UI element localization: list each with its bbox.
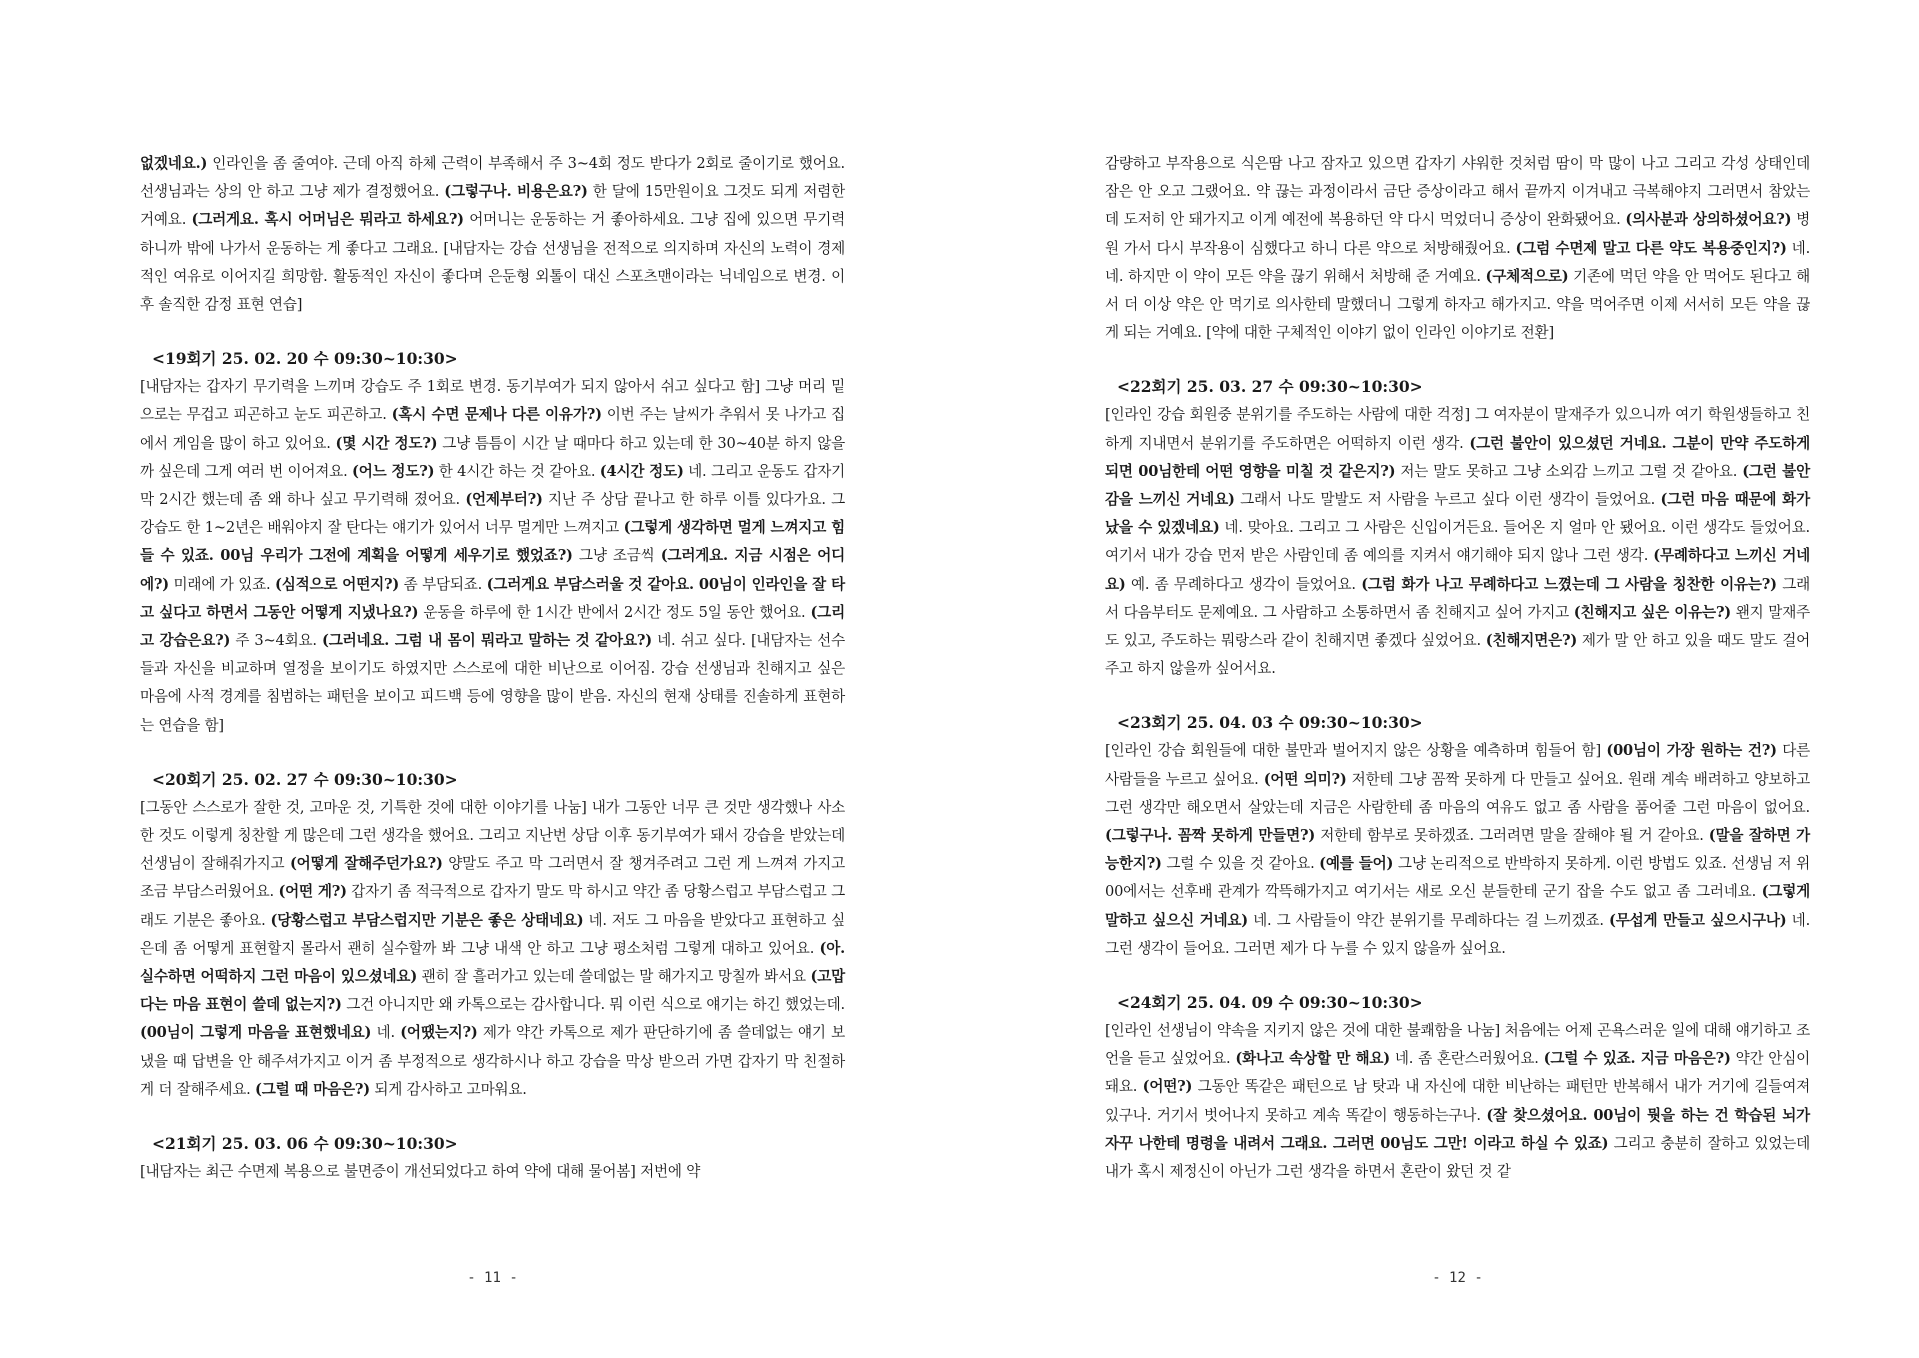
client-text: 기존에 먹던 약을 안 먹어도 된다고 해서 더 이상 약은 안 먹기로 의사한테 말했더니 그렇게 하자고 해가지고. 약을 먹어주면 이제 서서히 모든 약을 끊게 되는 거예요. [약에 대한 구체적인 이야기 없이 인라인 이야기로 전환] bbox=[1105, 267, 1810, 342]
session-paragraph bbox=[140, 1158, 845, 1186]
client-text: 인라인을 좀 줄여야. 근데 아직 하체 근력이 부족해서 주 3~4회 정도 받다가 2회로 줄이기로 했어요. 선생님과는 상의 안 하고 그냥 제가 결정했어요. bbox=[140, 155, 845, 201]
session-header: <19회기 25. 02. 20 수 09:30~10:30> bbox=[152, 349, 458, 369]
counselor-remark: (그러게요. 지금 시점은 어디에?) bbox=[140, 547, 846, 593]
page-number: - 11 - bbox=[467, 1270, 518, 1286]
client-text: [인라인 강습 회원중 분위기를 주도하는 사람에 대한 걱정] 그 여자분이 말재주가 있으니까 여기 학원생들하고 친하게 지내면서 분위기를 주도하면은 어떡하지 이런 생각. bbox=[1105, 406, 1810, 452]
client-text: 왠지 말재주도 있고, 주도하는 뭐랑스라 같이 친해지면 좋겠다 싶었어요. bbox=[1105, 603, 1810, 650]
counselor-remark: (언제부터?) bbox=[465, 491, 543, 509]
page-body bbox=[1105, 150, 1810, 1186]
client-text: 괜히 잘 흘러가고 있는데 쓸데없는 말 해가지고 망칠까 봐서요 bbox=[417, 968, 811, 986]
counselor-remark: (그렇게 말하고 싶으신 거네요) bbox=[1105, 883, 1810, 929]
counselor-remark: (예를 들어) bbox=[1319, 855, 1394, 873]
client-text: 한 달에 15만원이요 그것도 되게 저렴한 거예요. bbox=[140, 183, 845, 229]
counselor-remark: (아. 실수하면 어떡하지 그런 마음이 있으셨네요) bbox=[140, 939, 845, 986]
client-text: 네. 네. 하지만 이 약이 모든 약을 끊기 위해서 처방해 준 거예요. bbox=[1105, 239, 1811, 285]
client-text: 그냥 틈틈이 시간 날 때마다 하고 있는데 한 30~40분 하지 않을까 싶은데 그게 여러 번 이어져요. bbox=[140, 434, 845, 480]
counselor-remark: (그럴 수 있죠. 지금 마음은?) bbox=[1543, 1050, 1731, 1068]
counselor-remark: (그렇게 생각하면 멀게 느껴지고 힘들 수 있죠. 00님 우리가 그전에 계획을 어떻게 세우기로 했었죠?) bbox=[140, 519, 846, 565]
session-paragraph bbox=[1105, 737, 1810, 963]
client-text: 그래서 다음부터도 문제예요. 그 사람하고 소통하면서 좀 친해지고 싶어 가지고 bbox=[1105, 575, 1810, 621]
session-paragraph bbox=[140, 150, 845, 319]
client-text: 예. 좀 무례하다고 생각이 들었어요. bbox=[1125, 575, 1362, 593]
client-text: 어머니는 운동하는 거 좋아하세요. 그냥 집에 있으면 무기력하니까 밖에 나가서 운동하는 게 좋다고 그래요. [내담자는 강습 선생님을 전적으로 의지하며 자신의 노력이 경제적인 여유로 이어지길 희망함. 활동적인 자신이 좋다며 은둔형 외톨이 대신 스포츠맨이라는 닉네임으로 변경. 이후 솔직한 감정 표현 연습] bbox=[140, 211, 845, 314]
client-text: [인라인 강습 회원들에 대한 불만과 벌어지지 않은 상황을 예측하며 힘들어 함] bbox=[1105, 742, 1607, 760]
counselor-remark: (친해지면은?) bbox=[1485, 632, 1578, 650]
client-text: 네. bbox=[371, 1024, 401, 1042]
client-text: 병원 가서 다시 부작용이 심했다고 하니 다른 약으로 처방해줬어요. bbox=[1105, 211, 1810, 257]
session-header: <20회기 25. 02. 27 수 09:30~10:30> bbox=[152, 769, 458, 789]
counselor-remark: (어떤?) bbox=[1142, 1078, 1193, 1096]
counselor-remark: 없겠네요.) bbox=[140, 155, 208, 172]
client-text: 그냥 조금씩 bbox=[572, 547, 661, 565]
counselor-remark: (구체적으로) bbox=[1485, 267, 1569, 285]
client-text: 네. 그런 생각이 들어요. 그러면 제가 다 누를 수 있지 않을까 싶어요. bbox=[1105, 911, 1811, 957]
client-text: 네. 저도 그 마음을 받았다고 표현하고 싶은데 좀 어떻게 표현할지 몰라서 괜히 실수할까 봐 그냥 내색 안 하고 그냥 평소처럼 그렇게 대하고 있어요. bbox=[140, 911, 846, 957]
session-header: <21회기 25. 03. 06 수 09:30~10:30> bbox=[152, 1134, 458, 1154]
client-text: [인라인 선생님이 약속을 지키지 않은 것에 대한 불쾌함을 나눔] 처음에는 어제 곤욕스러운 일에 대해 얘기하고 조언을 듣고 싶었어요. bbox=[1105, 1022, 1810, 1068]
session-paragraph bbox=[1105, 1017, 1810, 1186]
session-paragraph bbox=[140, 794, 845, 1104]
client-text: 네. 그리고 운동도 갑자기 막 2시간 했는데 좀 왜 하나 싶고 무기력해 졌어요. bbox=[140, 462, 846, 509]
counselor-remark: (그럼 수면제 말고 다른 약도 복용중인지?) bbox=[1515, 239, 1787, 257]
client-text: 제가 말 안 하고 있을 때도 말도 걸어주고 하지 않을까 싶어서요. bbox=[1105, 632, 1810, 678]
counselor-remark: (그러게요. 혹시 어머님은 뭐라고 하세요?) bbox=[191, 211, 464, 229]
client-text: 네. 쉬고 싶다. [내담자는 선수들과 자신을 비교하며 열정을 보이기도 하였지만 스스로에 대한 비난으로 이어짐. 강습 선생님과 친해지고 싶은 마음에 사적 경계를 침범하는 패턴을 보이고 피드백 등에 영향을 많이 받음. 자신의 현재 상태를 진솔하게 표현하는 연습을 함] bbox=[140, 632, 845, 734]
client-text: 그냥 논리적으로 반박하지 못하게. 이런 방법도 있죠. 선생님 저 위00에서는 선후배 관계가 깍뜩해가지고 여기서는 새로 오신 분들한테 군기 잡을 수도 없고 좀 그러네요. bbox=[1105, 855, 1810, 901]
session-paragraph bbox=[140, 373, 845, 740]
counselor-remark: (잘 찾으셨어요. 00님이 뭣을 하는 건 학습된 뇌가 자꾸 나한테 명령을 내려서 그래요. 그러면 00님도 그만! 이라고 하실 수 있죠) bbox=[1105, 1106, 1810, 1152]
counselor-remark: (그렇구나. 꼼짝 못하게 만들면?) bbox=[1105, 827, 1316, 845]
client-text: [내담자는 갑자기 무기력을 느끼며 강습도 주 1회로 변경. 동기부여가 되지 않아서 쉬고 싶다고 함] 그냥 머리 밑으로는 무겁고 피곤하고 눈도 피곤하고. bbox=[140, 378, 845, 424]
client-text: 저한테 함부로 못하겠죠. 그러려면 말을 잘해야 될 거 같아요. bbox=[1315, 827, 1709, 845]
counselor-remark: (무례하다고 느끼신 거네요) bbox=[1105, 547, 1810, 593]
client-text: 양말도 주고 막 그러면서 잘 챙겨주려고 그런 게 느껴져 가지고 조금 부담스러웠어요. bbox=[140, 855, 845, 901]
session-paragraph bbox=[1105, 401, 1810, 683]
client-text: [내담자는 최근 수면제 복용으로 불면증이 개선되었다고 하여 약에 대해 물어봄] 저번에 약 bbox=[140, 1163, 701, 1181]
counselor-remark: (00님이 가장 원하는 건?) bbox=[1606, 742, 1777, 760]
client-text: 이번 주는 날씨가 추워서 못 나가고 집에서 게임을 많이 하고 있어요. bbox=[140, 406, 845, 452]
counselor-remark: (어땠는지?) bbox=[400, 1024, 478, 1042]
counselor-remark: (화나고 속상할 만 해요) bbox=[1235, 1050, 1390, 1068]
client-text: 갑자기 좀 적극적으로 갑자기 말도 막 하시고 약간 좀 당황스럽고 부담스럽고 그래도 기분은 좋아요. bbox=[140, 883, 845, 929]
client-text: 한 4시간 하는 것 같아요. bbox=[434, 462, 600, 480]
client-text: 주 3~4회요. bbox=[230, 632, 322, 650]
counselor-remark: (친해지고 싶은 이유는?) bbox=[1573, 603, 1732, 621]
client-text: 그건 아니지만 왜 카톡으로는 감사합니다. 뭐 이런 식으로 얘기는 하긴 했었는데. bbox=[341, 996, 845, 1014]
counselor-remark: (몇 시간 정도?) bbox=[335, 434, 438, 452]
client-text: 그럴 수 있을 것 같아요. bbox=[1161, 855, 1320, 873]
session-header: <23회기 25. 04. 03 수 09:30~10:30> bbox=[1117, 713, 1423, 733]
counselor-remark: (그런 불안이 있으셨던 거네요. 그분이 만약 주도하게 되면 00님한테 어떤 영향을 미칠 것 같은지?) bbox=[1105, 434, 1810, 480]
counselor-remark: (무섭게 만들고 싶으시구나) bbox=[1609, 911, 1787, 929]
document-page-right bbox=[1105, 150, 1810, 1300]
session-header: <24회기 25. 04. 09 수 09:30~10:30> bbox=[1117, 993, 1423, 1013]
counselor-remark: (그리고 강습은요?) bbox=[140, 603, 845, 650]
counselor-remark: (그럼 화가 나고 무례하다고 느꼈는데 그 사람을 칭찬한 이유는?) bbox=[1361, 575, 1777, 593]
page-number: - 12 - bbox=[1432, 1270, 1483, 1286]
client-text: 그리고 충분히 잘하고 있었는데 내가 혹시 제정신이 아닌가 그런 생각을 하면서 혼란이 왔던 것 같 bbox=[1105, 1134, 1810, 1181]
client-text: 그동안 똑같은 패턴으로 남 탓과 내 자신에 대한 비난하는 패턴만 반복해서 내가 거기에 길들여져 있구나. 거기서 벗어나지 못하고 계속 똑같이 행동하는구나. bbox=[1105, 1078, 1810, 1124]
client-text: 다른 사람들을 누르고 싶어요. bbox=[1105, 742, 1810, 788]
counselor-remark: (심적으로 어떤지?) bbox=[275, 575, 400, 593]
counselor-remark: (의사분과 상의하셨어요?) bbox=[1625, 211, 1792, 229]
counselor-remark: (어느 정도?) bbox=[352, 462, 435, 480]
counselor-remark: (00님이 그렇게 마음을 표현했네요) bbox=[140, 1024, 372, 1042]
counselor-remark: (어떤 의미?) bbox=[1263, 770, 1347, 788]
counselor-remark: (그런 마음 때문에 화가 났을 수 있겠네요) bbox=[1105, 491, 1810, 537]
client-text: 약간 안심이 돼요. bbox=[1105, 1050, 1810, 1096]
client-text: 그래서 나도 말발도 저 사람을 누르고 싶다 이런 생각이 들었어요. bbox=[1234, 491, 1661, 509]
client-text: 네. 맞아요. 그리고 그 사람은 신입이거든요. 들어온 지 얼마 안 됐어요. 이런 생각도 들었어요. 여기서 내가 강습 먼저 받은 사람인데 좀 예의를 지켜서 얘기해야 되지 않나 그런 생각. bbox=[1105, 519, 1810, 565]
counselor-remark: (4시간 정도) bbox=[599, 462, 684, 480]
counselor-remark: (혹시 수면 문제나 다른 이유가?) bbox=[391, 406, 602, 424]
counselor-remark: (그렇구나. 비용은요?) bbox=[444, 183, 588, 201]
client-text: 네. 그 사람들이 약간 분위기를 무례하다는 걸 느끼겠죠. bbox=[1247, 911, 1610, 929]
page-body bbox=[140, 150, 845, 1186]
counselor-remark: (말을 잘하면 가능한지?) bbox=[1105, 827, 1810, 873]
client-text: 제가 약간 카톡으로 제가 판단하기에 좀 쓸데없는 얘기 보냈을 때 답변을 안 해주셔가지고 이거 좀 부정적으로 생각하시나 하고 강습을 막상 받으러 가면 갑자기 막 친절하게 더 잘해주세요. bbox=[140, 1024, 845, 1098]
client-text: [그동안 스스로가 잘한 것, 고마운 것, 기특한 것에 대한 이야기를 나눔] 내가 그동안 너무 큰 것만 생각했나 사소한 것도 이렇게 칭찬할 게 많은데 그런 생각을 했어요. 그리고 지난번 상담 이후 동기부여가 돼서 강습을 받았는데 선생님이 잘해줘가지고 bbox=[140, 798, 845, 873]
counselor-remark: (그런 불안감을 느끼신 거네요) bbox=[1105, 462, 1810, 509]
counselor-remark: (그럴 때 마음은?) bbox=[255, 1080, 370, 1098]
counselor-remark: (당황스럽고 부담스럽지만 기분은 좋은 상태네요) bbox=[270, 911, 584, 929]
client-text: 좀 부담되죠. bbox=[399, 575, 487, 593]
client-text: 되게 감사하고 고마워요. bbox=[369, 1080, 527, 1098]
client-text: 네. 좀 혼란스러웠어요. bbox=[1389, 1050, 1544, 1068]
client-text: 지난 주 상담 끝나고 한 하루 이틀 있다가요. 그 강습도 한 1~2년은 배워야지 잘 탄다는 얘기가 있어서 너무 멀게만 느껴지고 bbox=[140, 491, 845, 537]
client-text: 미래에 가 있죠. bbox=[168, 575, 276, 593]
client-text: 운동을 하루에 한 1시간 반에서 2시간 정도 5일 동안 했어요. bbox=[418, 603, 811, 621]
counselor-remark: (어떤 게?) bbox=[278, 883, 347, 901]
counselor-remark: (그러네요. 그럼 내 몸이 뭐라고 말하는 것 같아요?) bbox=[321, 632, 652, 650]
client-text: 저는 말도 못하고 그냥 소외감 느끼고 그럴 것 같아요. bbox=[1395, 462, 1743, 480]
counselor-remark: (어떻게 잘해주던가요?) bbox=[289, 855, 443, 873]
client-text: 감량하고 부작용으로 식은땀 나고 잠자고 있으면 갑자기 샤워한 것처럼 땀이 막 많이 나고 그리고 각성 상태인데 잠은 안 오고 그랬어요. 약 끊는 과정이라서 금단 증상이라고 해서 끝까지 이겨내고 극복해야지 그러면서 참았는데 도저히 안 돼가지고 이게 예전에 복용하던 약 다시 먹었더니 증상이 완화됐어요. bbox=[1105, 155, 1810, 229]
document-page-left bbox=[140, 150, 845, 1300]
session-paragraph bbox=[1105, 150, 1810, 347]
client-text: 저한테 그냥 꼼짝 못하게 다 만들고 싶어요. 원래 계속 배려하고 양보하고 그런 생각만 해오면서 살았는데 지금은 사람한테 좀 마음의 여유도 없고 좀 사람을 품어줄 그런 마음이 없어요. bbox=[1105, 770, 1811, 816]
counselor-remark: (그러게요 부담스러울 것 같아요. 00님이 인라인을 잘 타고 싶다고 하면서 그동안 어떻게 지냈나요?) bbox=[140, 575, 845, 621]
counselor-remark: (고맙다는 마음 표현이 쓸데 없는지?) bbox=[140, 968, 845, 1014]
session-header: <22회기 25. 03. 27 수 09:30~10:30> bbox=[1117, 377, 1423, 397]
